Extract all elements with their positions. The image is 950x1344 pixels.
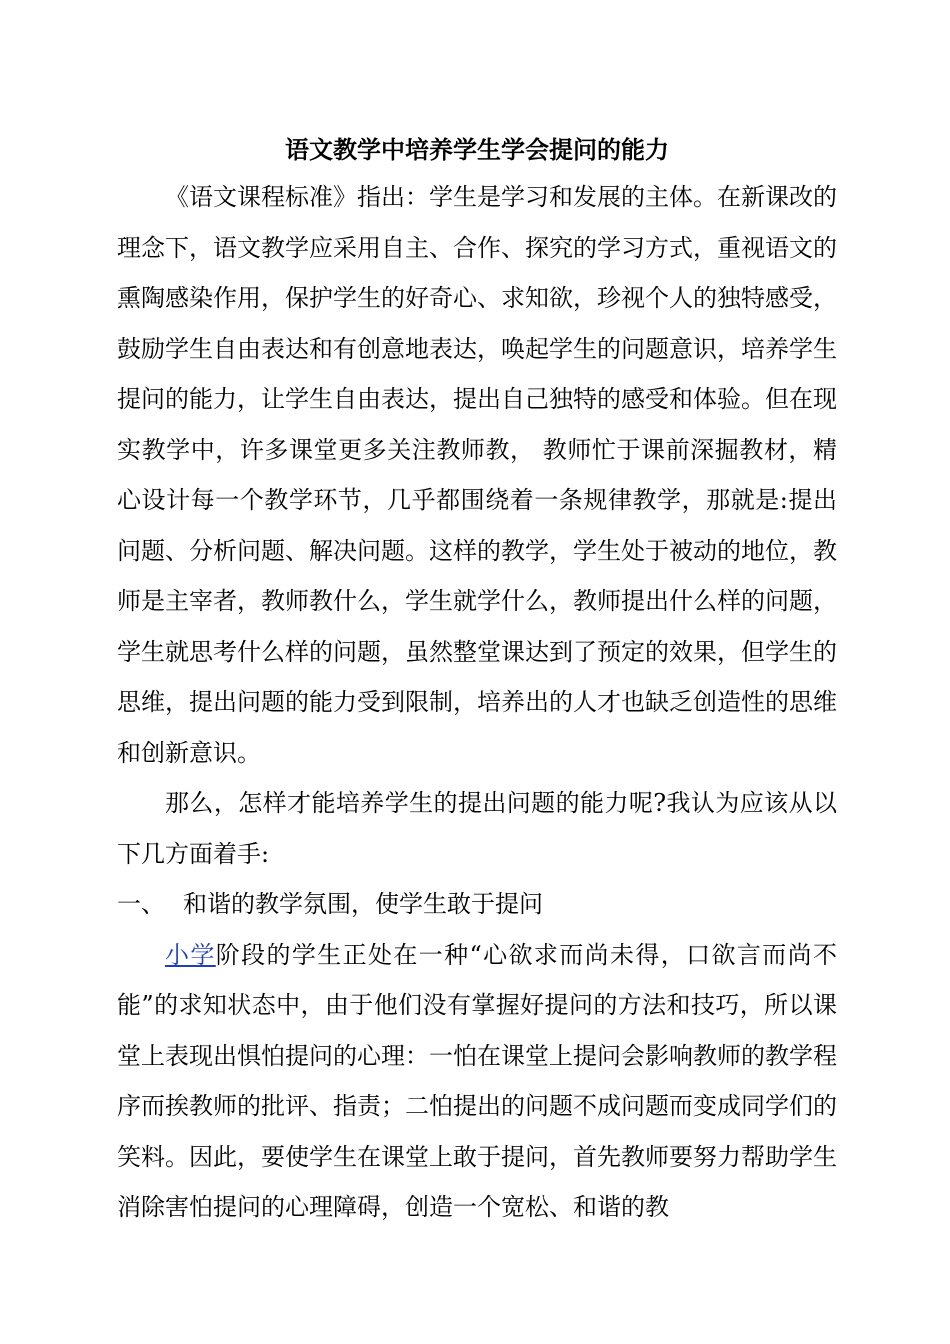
intro-paragraph: 《语文课程标准》指出：学生是学习和发展的主体。在新课改的理念下，语文教学应采用自主、合作、探究的学习方式，重视语文的熏陶感染作用，保护学生的好奇心、求知欲，珍视个人的独特感受，鼓励学生自由表达和有创意地表达，唤起学生的问题意识，培养学生提问的能力，让学生自由表达，提出自己独特的感受和体验。但在现实教学中，许多课堂更多关注教师教， 教师忙于课前深掘教材，精心设计每一个教学环节，几乎都围绕着一条规律教学，那就是:提出问题、分析问题、解决问题。这样的教学，学生处于被动的地位，教师是主宰者，教师教什么，学生就学什么，教师提出什么样的问题，学生就思考什么样的问题，虽然整堂课达到了预定的效果，但学生的思维，提出问题的能力受到限制，培养出的人才也缺乏创造性的思维和创新意识。 (117, 183, 837, 767)
section-heading-1 (117, 879, 837, 930)
document-page (117, 128, 837, 1233)
question-paragraph: 那么，怎样才能培养学生的提出问题的能力呢?我认为应该从以下几方面着手: (117, 789, 837, 868)
section-1-body: 阶段的学生正处在一种“心欲求而尚未得，口欲言而尚不能”的求知状态中，由于他们没有掌握好提问的方法和技巧，所以课堂上表现出惧怕提问的心理：一怕在课堂上提问会影响教师的教学程序而挨教师的批评、指责；二怕提出的问题不成问题而变成同学们的笑料。因此，要使学生在课堂上敢于提问，首先教师要努力帮助学生消除害怕提问的心理障碍，创造一个宽松、和谐的教 (117, 940, 837, 1221)
primary-school-link[interactable]: 小学 (165, 940, 216, 969)
section-heading-text: 和谐的教学氛围，使学生敢于提问 (183, 890, 543, 918)
section-number: 一、 (117, 890, 165, 918)
section-1-paragraph (117, 930, 837, 1233)
document-title: 语文教学中培养学生学会提问的能力 (285, 135, 669, 164)
